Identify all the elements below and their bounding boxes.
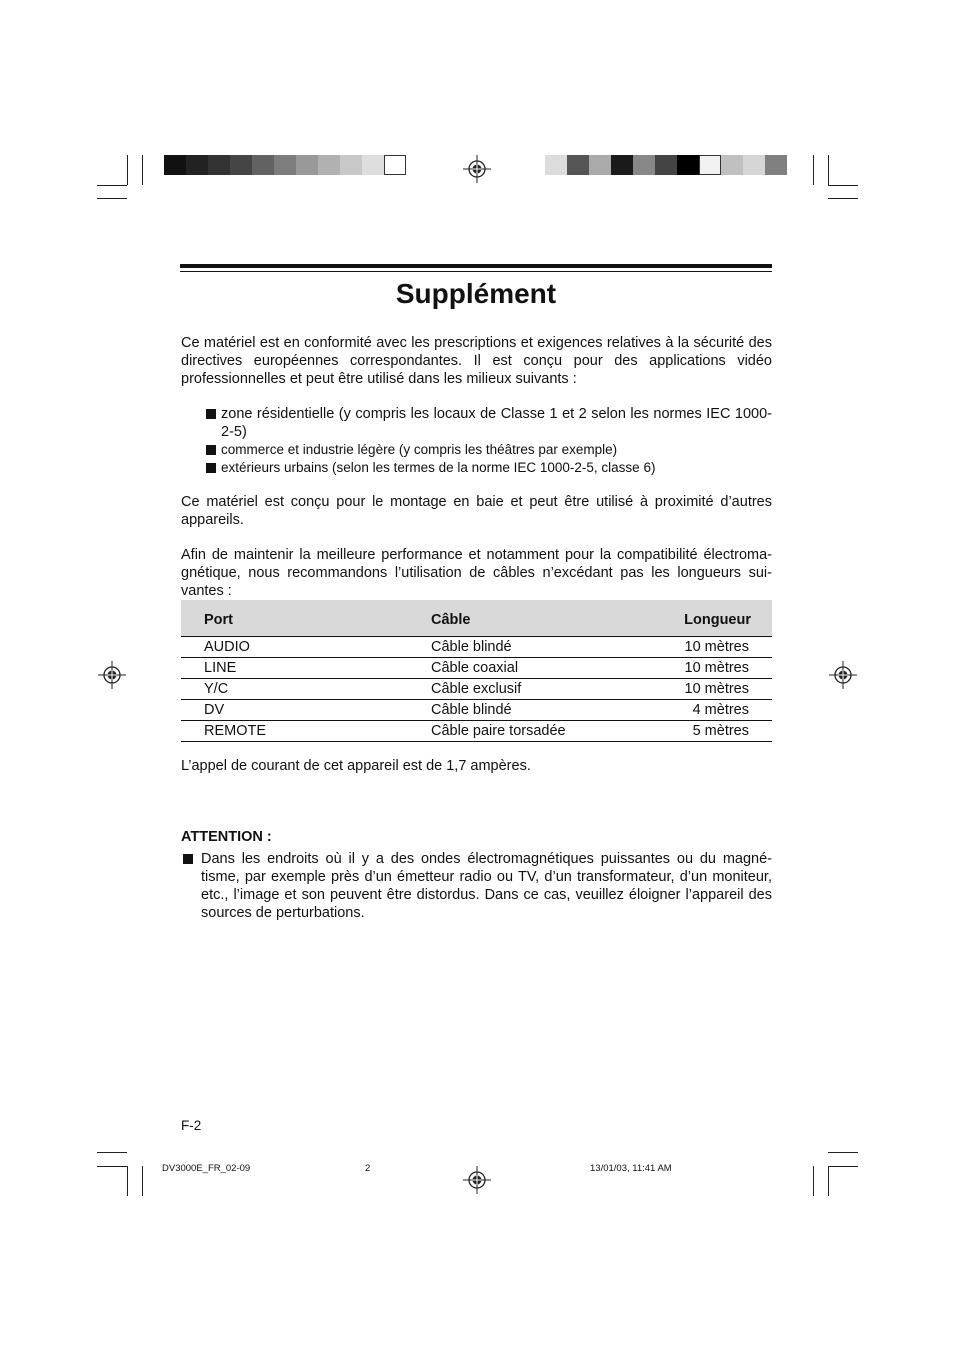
color-swatch [611, 155, 633, 175]
cell-cable: Câble coaxial [431, 658, 681, 679]
crop-mark [127, 155, 128, 185]
registration-mark-icon [463, 155, 491, 183]
cell-port: LINE [181, 658, 431, 679]
color-bar-left [164, 155, 406, 175]
page-number: F-2 [181, 1118, 202, 1133]
table-header-row [181, 600, 772, 637]
column-header-port: Port [181, 600, 431, 637]
crop-mark [828, 155, 829, 185]
emc-paragraph: Afin de maintenir la meilleure performance et notamment pour la compatibilité électroma-gnétique, nous recommandons l’utilisation de câbles n’excédant pas les longueurs sui-vantes : [181, 547, 772, 599]
color-swatch [252, 155, 274, 175]
cell-length: 4 mètres [681, 700, 772, 721]
crop-mark [142, 1166, 143, 1196]
intro-paragraph: Ce matériel est en conformité avec les prescriptions et exigences relatives à la sécurité des directives européennes correspondantes. Il est conçu pour des applications vidéo professionnelles et peut être utilisé dans les milieux suivants : [181, 335, 772, 387]
attention-heading: ATTENTION : [181, 829, 272, 845]
color-swatch [545, 155, 567, 175]
attention-list [181, 850, 772, 922]
cell-length: 10 mètres [681, 658, 772, 679]
color-swatch [340, 155, 362, 175]
color-swatch [567, 155, 589, 175]
color-swatch [589, 155, 611, 175]
crop-mark [813, 1166, 814, 1196]
color-swatch [765, 155, 787, 175]
rack-mount-paragraph: Ce matériel est conçu pour le montage en baie et peut être utilisé à proximité d’autres appareils. [181, 494, 772, 528]
bullet-square-icon [206, 409, 216, 419]
footer-timestamp: 13/01/03, 11:41 AM [590, 1163, 672, 1174]
color-swatch [721, 155, 743, 175]
crop-mark [828, 185, 858, 186]
color-swatch [274, 155, 296, 175]
column-header-length: Longueur [681, 600, 772, 637]
cell-length: 10 mètres [681, 637, 772, 658]
color-bar-right [545, 155, 787, 175]
bullet-square-icon [206, 463, 216, 473]
color-swatch [699, 155, 721, 175]
registration-mark-icon [463, 1166, 491, 1194]
crop-mark [97, 198, 127, 199]
page-title: Supplément [395, 278, 557, 309]
list-item: Dans les endroits où il y a des ondes électromagnétiques puissantes ou du magné-tisme, par exemple près d’un émetteur radio ou TV, d’un transformateur, d’un moniteur, etc., l’image et son peuvent être distordus. Dans ce cas, veuillez éloigner l’appareil des sources de perturbations. [181, 850, 772, 922]
color-swatch [384, 155, 406, 175]
environment-list [205, 405, 772, 477]
color-swatch [633, 155, 655, 175]
cell-cable: Câble paire torsadée [431, 721, 681, 742]
table-row [181, 637, 772, 658]
cell-cable: Câble exclusif [431, 679, 681, 700]
registration-mark-icon [829, 661, 857, 689]
footer-page: 2 [365, 1163, 371, 1174]
cell-cable: Câble blindé [431, 700, 681, 721]
crop-mark [97, 1166, 127, 1167]
list-item: zone résidentielle (y compris les locaux de Classe 1 et 2 selon les normes IEC 1000-2-5) [205, 405, 772, 441]
cell-length: 10 mètres [681, 679, 772, 700]
title-rule [180, 271, 772, 272]
color-swatch [743, 155, 765, 175]
title-rule [180, 264, 772, 268]
table-row [181, 679, 772, 700]
cell-port: AUDIO [181, 637, 431, 658]
crop-mark [828, 1166, 829, 1196]
crop-mark [142, 155, 143, 185]
bullet-square-icon [206, 445, 216, 455]
crop-mark [813, 155, 814, 185]
table-row [181, 700, 772, 721]
color-swatch [208, 155, 230, 175]
color-swatch [677, 155, 699, 175]
registration-mark-icon [98, 661, 126, 689]
list-item: extérieurs urbains (selon les termes de la norme IEC 1000-2-5, classe 6) [205, 459, 772, 477]
table-row [181, 658, 772, 679]
color-swatch [318, 155, 340, 175]
list-item: commerce et industrie légère (y compris les théâtres par exemple) [205, 441, 772, 459]
crop-mark [97, 1152, 127, 1153]
crop-mark [828, 198, 858, 199]
footer-filename: DV3000E_FR_02-09 [162, 1163, 251, 1174]
cell-port: Y/C [181, 679, 431, 700]
cell-length: 5 mètres [681, 721, 772, 742]
color-swatch [362, 155, 384, 175]
bullet-square-icon [183, 854, 193, 864]
table-row [181, 721, 772, 742]
color-swatch [230, 155, 252, 175]
column-header-cable: Câble [431, 600, 681, 637]
color-swatch [655, 155, 677, 175]
color-swatch [296, 155, 318, 175]
crop-mark [97, 185, 127, 186]
cable-length-table [181, 600, 772, 742]
crop-mark [828, 1152, 858, 1153]
current-draw-paragraph: L’appel de courant de cet appareil est de 1,7 ampères. [181, 758, 531, 774]
color-swatch [186, 155, 208, 175]
cell-port: DV [181, 700, 431, 721]
crop-mark [828, 1166, 858, 1167]
crop-mark [127, 1166, 128, 1196]
cell-cable: Câble blindé [431, 637, 681, 658]
cell-port: REMOTE [181, 721, 431, 742]
color-swatch [164, 155, 186, 175]
